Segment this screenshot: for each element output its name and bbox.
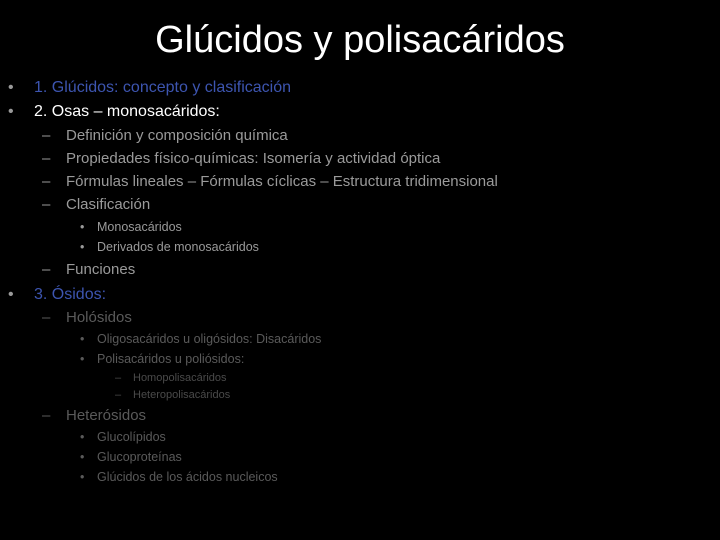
bullet-marker: • bbox=[80, 240, 85, 254]
bullet-marker: • bbox=[80, 332, 85, 346]
dash-marker: – bbox=[115, 372, 122, 384]
outline-item: Funciones bbox=[66, 261, 136, 278]
outline-item: Derivados de monosacáridos bbox=[97, 240, 259, 254]
bullet-marker: • bbox=[8, 286, 14, 303]
dash-marker: – bbox=[42, 407, 51, 424]
outline-item: Monosacáridos bbox=[97, 220, 182, 234]
outline-item: 3. Ósidos: bbox=[34, 286, 107, 303]
outline-item: Heteropolisacáridos bbox=[133, 389, 231, 401]
bullet-marker: • bbox=[8, 103, 14, 120]
outline-item: Definición y composición química bbox=[66, 127, 288, 144]
bullet-marker: • bbox=[8, 79, 14, 96]
dash-marker: – bbox=[42, 196, 51, 213]
outline-item: Holósidos bbox=[66, 309, 132, 326]
outline-item: Glucolípidos bbox=[97, 430, 166, 444]
outline-item: Fórmulas lineales – Fórmulas cíclicas – Estructura tridimensional bbox=[66, 173, 498, 190]
dash-marker: – bbox=[42, 127, 51, 144]
bullet-marker: • bbox=[80, 430, 85, 444]
outline-item: Clasificación bbox=[66, 196, 151, 213]
outline-item: 2. Osas – monosacáridos: bbox=[34, 103, 220, 120]
slide-title: Glúcidos y polisacáridos bbox=[155, 19, 565, 61]
dash-marker: – bbox=[42, 309, 51, 326]
outline-item: Propiedades físico-químicas: Isomería y actividad óptica bbox=[66, 150, 441, 167]
dash-marker: – bbox=[42, 261, 51, 278]
outline-item: Polisacáridos u poliósidos: bbox=[97, 352, 245, 366]
bullet-marker: • bbox=[80, 352, 85, 366]
outline-item: 1. Glúcidos: concepto y clasificación bbox=[34, 79, 292, 96]
outline-item: Heterósidos bbox=[66, 407, 147, 424]
outline-item: Homopolisacáridos bbox=[133, 372, 227, 384]
outline-item: Oligosacáridos u oligósidos: Disacáridos bbox=[97, 332, 322, 346]
dash-marker: – bbox=[42, 173, 51, 190]
bullet-marker: • bbox=[80, 470, 85, 484]
outline-item: Glúcidos de los ácidos nucleicos bbox=[97, 470, 278, 484]
bullet-marker: • bbox=[80, 220, 85, 234]
dash-marker: – bbox=[42, 150, 51, 167]
bullet-marker: • bbox=[80, 450, 85, 464]
dash-marker: – bbox=[115, 389, 122, 401]
outline-item: Glucoproteínas bbox=[97, 450, 182, 464]
